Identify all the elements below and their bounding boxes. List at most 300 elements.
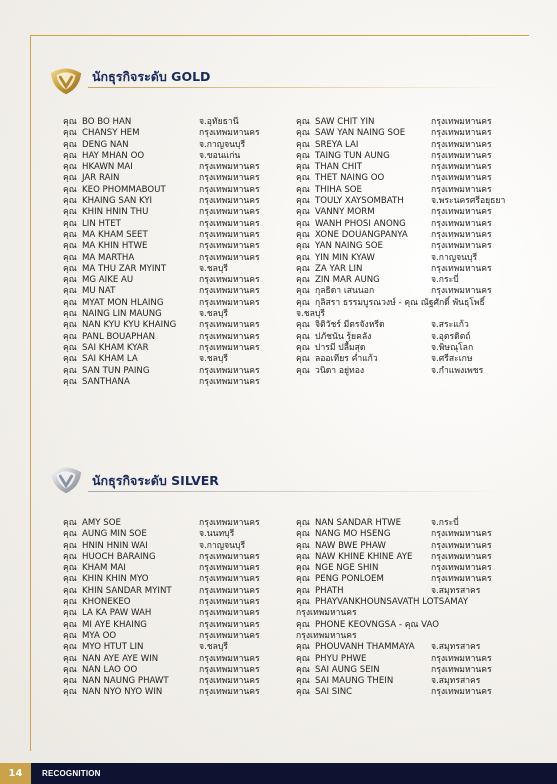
honorific: คุณ: [296, 597, 310, 608]
member-name: SAI MAUNG THEIN: [315, 676, 394, 687]
honorific: คุณ: [296, 540, 310, 551]
honorific: คุณ: [296, 354, 310, 365]
list-item: [296, 286, 521, 297]
list-item: [63, 377, 278, 388]
list-item: [296, 298, 521, 309]
member-name: PHAYVANKHOUNSAVATH LOTSAMAY: [315, 597, 469, 608]
province: กรุงเทพมหานคร: [199, 128, 260, 139]
province: จ.ชลบุรี: [199, 354, 228, 365]
honorific: คุณ: [63, 241, 77, 252]
honorific: คุณ: [296, 297, 310, 308]
list-item: [296, 253, 521, 264]
province: กรุงเทพมหานคร: [199, 365, 260, 376]
province: จ.กาญจนบุรี: [431, 252, 478, 263]
honorific: คุณ: [296, 365, 310, 376]
list-item: [63, 354, 278, 365]
list-item: [63, 586, 278, 597]
member-name: KHAM MAI: [82, 563, 126, 574]
member-name: PHONE KEOVNGSA - คุณ VAO: [315, 619, 439, 630]
honorific: คุณ: [63, 574, 77, 585]
member-name: CHANSY HEM: [82, 128, 140, 139]
list-item: [296, 207, 521, 218]
honorific: คุณ: [63, 184, 77, 195]
honorific: คุณ: [63, 263, 77, 274]
province: จ.พิษณุโลก: [431, 342, 474, 353]
member-name: ZA YAR LIN: [315, 263, 363, 274]
list-item: [296, 518, 521, 529]
gold-section-title: นักธุรกิจระดับ GOLD: [92, 69, 211, 84]
province: กรุงเทพมหานคร: [431, 286, 492, 297]
list-item: [296, 366, 521, 377]
province: กรุงเทพมหานคร: [199, 196, 260, 207]
province: กรุงเทพมหานคร: [199, 207, 260, 218]
list-item: [296, 642, 521, 653]
footer-section-label: RECOGNITION: [42, 769, 101, 778]
province: กรุงเทพมหานคร: [199, 585, 260, 596]
honorific: คุณ: [63, 518, 77, 528]
member-name: MA MARTHA: [82, 252, 135, 263]
province: กรุงเทพมหานคร: [431, 117, 492, 127]
list-item: [63, 207, 278, 218]
province: กรุงเทพมหานคร: [199, 286, 260, 297]
honorific: คุณ: [63, 128, 77, 139]
member-name: LA KA PAW WAH: [82, 608, 152, 619]
list-item: [296, 241, 521, 252]
member-name: MG AIKE AU: [82, 275, 134, 286]
list-item: [296, 563, 521, 574]
member-name: กรุงเทพมหานคร: [296, 608, 357, 619]
province: กรุงเทพมหานคร: [431, 139, 492, 150]
province: กรุงเทพมหานคร: [199, 630, 260, 641]
list-item: [296, 196, 521, 207]
honorific: คุณ: [63, 196, 77, 207]
honorific: คุณ: [63, 162, 77, 173]
member-name: NAW KHINE KHINE AYE: [315, 551, 413, 562]
member-name: KHONEKEO: [82, 597, 131, 608]
member-name: BO BO HAN: [82, 117, 132, 127]
province: กรุงเทพมหานคร: [199, 687, 260, 698]
province: กรุงเทพมหานคร: [431, 551, 492, 562]
member-name: AMY SOE: [82, 518, 121, 528]
list-item: [296, 541, 521, 552]
province: กรุงเทพมหานคร: [199, 252, 260, 263]
province: กรุงเทพมหานคร: [431, 241, 492, 252]
member-name: THAN CHIT: [315, 162, 362, 173]
list-item: [296, 219, 521, 230]
province: จ.สระแก้ว: [431, 320, 469, 331]
province: กรุงเทพมหานคร: [199, 241, 260, 252]
member-name: NAN AYE AYE WIN: [82, 653, 159, 664]
member-name: THET NAING OO: [315, 173, 385, 184]
province: กรุงเทพมหานคร: [431, 162, 492, 173]
list-item: [296, 128, 521, 139]
province: จ.ชลบุรี: [199, 642, 228, 653]
province: กรุงเทพมหานคร: [431, 574, 492, 585]
honorific: คุณ: [296, 117, 310, 127]
member-name: NANG MO HSENG: [315, 529, 391, 540]
member-name: TAING TUN AUNG: [315, 150, 390, 161]
list-item: [296, 654, 521, 665]
silver-title-underline: [88, 491, 508, 492]
list-item: [63, 151, 278, 162]
member-name: TOULY XAYSOMBATH: [315, 196, 404, 207]
honorific: คุณ: [63, 309, 77, 320]
honorific: คุณ: [63, 585, 77, 596]
honorific: คุณ: [296, 173, 310, 184]
honorific: คุณ: [63, 275, 77, 286]
honorific: คุณ: [296, 619, 310, 630]
member-name: PANL BOUAPHAN: [82, 331, 156, 342]
list-item: [296, 151, 521, 162]
honorific: คุณ: [63, 687, 77, 698]
honorific: คุณ: [296, 139, 310, 150]
gold-left-column: [63, 117, 278, 388]
member-name: KHIN HNIN THU: [82, 207, 149, 218]
list-item: [296, 309, 521, 320]
member-name: THIHA SOE: [315, 184, 362, 195]
province: กรุงเทพมหานคร: [199, 229, 260, 240]
member-name: HAY MHAN OO: [82, 150, 145, 161]
honorific: คุณ: [63, 529, 77, 540]
member-name: HNIN HNIN WAI: [82, 540, 148, 551]
list-item: [63, 608, 278, 619]
member-name: SAI SINC: [315, 687, 353, 698]
list-item: [63, 529, 278, 540]
list-item: [63, 563, 278, 574]
list-item: [63, 654, 278, 665]
member-name: NAN NAUNG PHAWT: [82, 676, 169, 687]
honorific: คุณ: [63, 229, 77, 240]
honorific: คุณ: [296, 150, 310, 161]
honorific: คุณ: [63, 207, 77, 218]
province: กรุงเทพมหานคร: [199, 173, 260, 184]
province: กรุงเทพมหานคร: [199, 275, 260, 286]
list-item: [63, 241, 278, 252]
member-name: MYA OO: [82, 630, 117, 641]
member-name: MYAT MON HLAING: [82, 297, 164, 308]
province: กรุงเทพมหานคร: [199, 574, 260, 585]
province: จ.อุทัยธานี: [199, 117, 239, 127]
member-name: KEO PHOMMABOUT: [82, 184, 166, 195]
province: จ.กระบี่: [431, 275, 459, 286]
member-name: PHYU PHWE: [315, 653, 367, 664]
province: จ.สมุทรสาคร: [431, 676, 481, 687]
province: กรุงเทพมหานคร: [199, 331, 260, 342]
gold-title-underline: [88, 87, 508, 88]
honorific: คุณ: [63, 551, 77, 562]
honorific: คุณ: [63, 365, 77, 376]
province: กรุงเทพมหานคร: [199, 376, 260, 387]
province: กรุงเทพมหานคร: [431, 150, 492, 161]
province: กรุงเทพมหานคร: [199, 551, 260, 562]
honorific: คุณ: [296, 241, 310, 252]
list-item: [63, 162, 278, 173]
honorific: คุณ: [296, 551, 310, 562]
honorific: คุณ: [63, 540, 77, 551]
list-item: [63, 309, 278, 320]
list-item: [63, 597, 278, 608]
province: กรุงเทพมหานคร: [199, 218, 260, 229]
list-item: [296, 574, 521, 585]
member-name: ZIN MAR AUNG: [315, 275, 380, 286]
list-item: [63, 665, 278, 676]
list-item: [63, 173, 278, 184]
list-item: [296, 586, 521, 597]
honorific: คุณ: [63, 150, 77, 161]
honorific: คุณ: [296, 252, 310, 263]
honorific: คุณ: [296, 128, 310, 139]
province: กรุงเทพมหานคร: [431, 664, 492, 675]
member-name: HKAWN MAI: [82, 162, 133, 173]
province: กรุงเทพมหานคร: [199, 664, 260, 675]
list-item: [63, 196, 278, 207]
province: กรุงเทพมหานคร: [431, 128, 492, 139]
member-name: กรุงเทพมหานคร: [296, 630, 357, 641]
member-name: LIN HTET: [82, 218, 121, 229]
list-item: [63, 230, 278, 241]
member-name: SREYA LAI: [315, 139, 359, 150]
list-item: [296, 676, 521, 687]
member-name: PHATH: [315, 585, 344, 596]
list-item: [63, 253, 278, 264]
honorific: คุณ: [296, 218, 310, 229]
list-item: [63, 275, 278, 286]
member-name: SAW CHIT YIN: [315, 117, 375, 127]
list-item: [63, 332, 278, 343]
honorific: คุณ: [296, 229, 310, 240]
honorific: คุณ: [296, 653, 310, 664]
honorific: คุณ: [63, 563, 77, 574]
honorific: คุณ: [296, 263, 310, 274]
list-item: [296, 264, 521, 275]
member-name: JAR RAIN: [82, 173, 120, 184]
honorific: คุณ: [296, 342, 310, 353]
province: กรุงเทพมหานคร: [431, 687, 492, 698]
province: กรุงเทพมหานคร: [199, 184, 260, 195]
honorific: คุณ: [63, 286, 77, 297]
member-name: MA KHIN HTWE: [82, 241, 148, 252]
member-name: MU NAT: [82, 286, 116, 297]
member-name: NAING LIN MAUNG: [82, 309, 162, 320]
list-item: [63, 541, 278, 552]
member-name: NAN SANDAR HTWE: [315, 518, 402, 528]
province: จ.กาญจนบุรี: [199, 139, 246, 150]
honorific: คุณ: [63, 297, 77, 308]
province: จ.กาญจนบุรี: [199, 540, 246, 551]
province: จ.นนทบุรี: [199, 529, 235, 540]
province: กรุงเทพมหานคร: [431, 229, 492, 240]
province: จ.กระบี่: [431, 518, 459, 528]
honorific: คุณ: [63, 630, 77, 641]
honorific: คุณ: [63, 117, 77, 127]
list-item: [296, 687, 521, 698]
list-item: [63, 552, 278, 563]
silver-left-column: [63, 518, 278, 699]
honorific: คุณ: [296, 574, 310, 585]
honorific: คุณ: [296, 162, 310, 173]
honorific: คุณ: [296, 585, 310, 596]
gold-badge-icon: [47, 60, 85, 98]
province: กรุงเทพมหานคร: [431, 653, 492, 664]
member-name: KHIN SANDAR MYINT: [82, 585, 172, 596]
list-item: [296, 320, 521, 331]
honorific: คุณ: [296, 563, 310, 574]
honorific: คุณ: [63, 354, 77, 365]
province: กรุงเทพมหานคร: [199, 676, 260, 687]
list-item: [63, 128, 278, 139]
honorific: คุณ: [63, 173, 77, 184]
list-item: [296, 343, 521, 354]
list-item: [63, 286, 278, 297]
member-name: ลออเทียร ค่ำแก้ว: [315, 354, 378, 365]
member-name: SAI KHAM KYAR: [82, 342, 149, 353]
member-name: SAN TUN PAING: [82, 365, 150, 376]
province: กรุงเทพมหานคร: [431, 263, 492, 274]
honorific: คุณ: [63, 252, 77, 263]
member-name: PHOUVANH THAMMAYA: [315, 642, 415, 653]
member-name: SANTHANA: [82, 376, 130, 387]
list-item: [296, 173, 521, 184]
member-name: ปภัชนัน รุ้ยคลัง: [315, 331, 372, 342]
member-name: NAW BWE PHAW: [315, 540, 386, 551]
member-name: กุลธิดา เสนนอก: [315, 286, 375, 297]
list-item: [296, 185, 521, 196]
member-name: MI AYE KHAING: [82, 619, 147, 630]
honorific: คุณ: [296, 207, 310, 218]
honorific: คุณ: [296, 275, 310, 286]
honorific: คุณ: [63, 664, 77, 675]
honorific: คุณ: [296, 529, 310, 540]
list-item: [63, 320, 278, 331]
province: กรุงเทพมหานคร: [199, 297, 260, 308]
honorific: คุณ: [296, 331, 310, 342]
list-item: [296, 275, 521, 286]
province: กรุงเทพมหานคร: [431, 540, 492, 551]
province: กรุงเทพมหานคร: [199, 619, 260, 630]
province: จ.สมุทรสาคร: [431, 585, 481, 596]
honorific: คุณ: [63, 642, 77, 653]
honorific: คุณ: [63, 676, 77, 687]
list-item: [63, 687, 278, 698]
province: จ.ชลบุรี: [199, 263, 228, 274]
list-item: [63, 117, 278, 128]
member-name: ปารมี ปลื้มสุด: [315, 342, 366, 353]
province: จ.อุตรดิตถ์: [431, 331, 471, 342]
list-item: [63, 620, 278, 631]
member-name: YAN NAING SOE: [315, 241, 383, 252]
province: กรุงเทพมหานคร: [199, 597, 260, 608]
honorific: คุณ: [63, 331, 77, 342]
member-name: YIN MIN KYAW: [315, 252, 375, 263]
honorific: คุณ: [296, 642, 310, 653]
honorific: คุณ: [296, 286, 310, 297]
honorific: คุณ: [63, 619, 77, 630]
honorific: คุณ: [296, 687, 310, 698]
list-item: [296, 620, 521, 631]
province: กรุงเทพมหานคร: [199, 653, 260, 664]
province: กรุงเทพมหานคร: [431, 529, 492, 540]
member-name: MA THU ZAR MYINT: [82, 263, 167, 274]
silver-right-column: [296, 518, 521, 699]
province: จ.ขอนแก่น: [199, 150, 241, 161]
silver-badge-icon: [47, 459, 85, 497]
list-item: [63, 631, 278, 642]
honorific: คุณ: [63, 597, 77, 608]
province: กรุงเทพมหานคร: [431, 218, 492, 229]
list-item: [63, 343, 278, 354]
province: จ.กำแพงเพชร: [431, 365, 484, 376]
member-name: PENG PONLOEM: [315, 574, 384, 585]
member-name: KHIN KHIN MYO: [82, 574, 149, 585]
member-name: SAI AUNG SEIN: [315, 664, 380, 675]
member-name: XONE DOUANGPANYA: [315, 229, 408, 240]
member-name: วนิดา อยู่ทอง: [315, 365, 365, 376]
list-item: [296, 230, 521, 241]
list-item: [296, 529, 521, 540]
list-item: [63, 185, 278, 196]
list-item: [63, 264, 278, 275]
member-name: NAN LAO OO: [82, 664, 138, 675]
list-item: [63, 676, 278, 687]
list-item: [63, 366, 278, 377]
honorific: คุณ: [296, 320, 310, 331]
province: กรุงเทพมหานคร: [199, 563, 260, 574]
province: จ.สมุทรสาคร: [431, 642, 481, 653]
page-number: 14: [0, 763, 31, 784]
list-item: [63, 642, 278, 653]
honorific: คุณ: [63, 139, 77, 150]
member-name: SAW YAN NAING SOE: [315, 128, 406, 139]
list-item: [296, 117, 521, 128]
honorific: คุณ: [296, 664, 310, 675]
honorific: คุณ: [63, 376, 77, 387]
list-item: [296, 665, 521, 676]
province: กรุงเทพมหานคร: [199, 320, 260, 331]
province: กรุงเทพมหานคร: [199, 518, 260, 528]
list-item: [296, 354, 521, 365]
province: กรุงเทพมหานคร: [431, 207, 492, 218]
honorific: คุณ: [63, 320, 77, 331]
member-name: NAN NYO NYO WIN: [82, 687, 163, 698]
honorific: คุณ: [63, 653, 77, 664]
province: จ.ศรีสะเกษ: [431, 354, 473, 365]
gold-right-column: [296, 117, 521, 377]
member-name: NGE NGE SHIN: [315, 563, 379, 574]
honorific: คุณ: [63, 608, 77, 619]
province: กรุงเทพมหานคร: [199, 608, 260, 619]
honorific: คุณ: [63, 218, 77, 229]
member-name: MYO HTUT LIN: [82, 642, 144, 653]
list-item: [296, 552, 521, 563]
list-item: [296, 162, 521, 173]
member-name: NAN KYU KYU KHAING: [82, 320, 177, 331]
list-item: [63, 219, 278, 230]
member-name: HUOCH BARAING: [82, 551, 156, 562]
member-name: AUNG MIN SOE: [82, 529, 147, 540]
member-name: SAI KHAM LA: [82, 354, 138, 365]
honorific: คุณ: [296, 196, 310, 207]
list-item: [63, 298, 278, 309]
silver-section-title: นักธุรกิจระดับ SILVER: [92, 473, 219, 488]
list-item: [296, 140, 521, 151]
province: กรุงเทพมหานคร: [431, 173, 492, 184]
honorific: คุณ: [296, 184, 310, 195]
list-item: [63, 518, 278, 529]
province: จ.ชลบุรี: [199, 309, 228, 320]
list-item: [296, 332, 521, 343]
member-name: จ.ชลบุรี: [296, 309, 325, 320]
province: กรุงเทพมหานคร: [199, 162, 260, 173]
